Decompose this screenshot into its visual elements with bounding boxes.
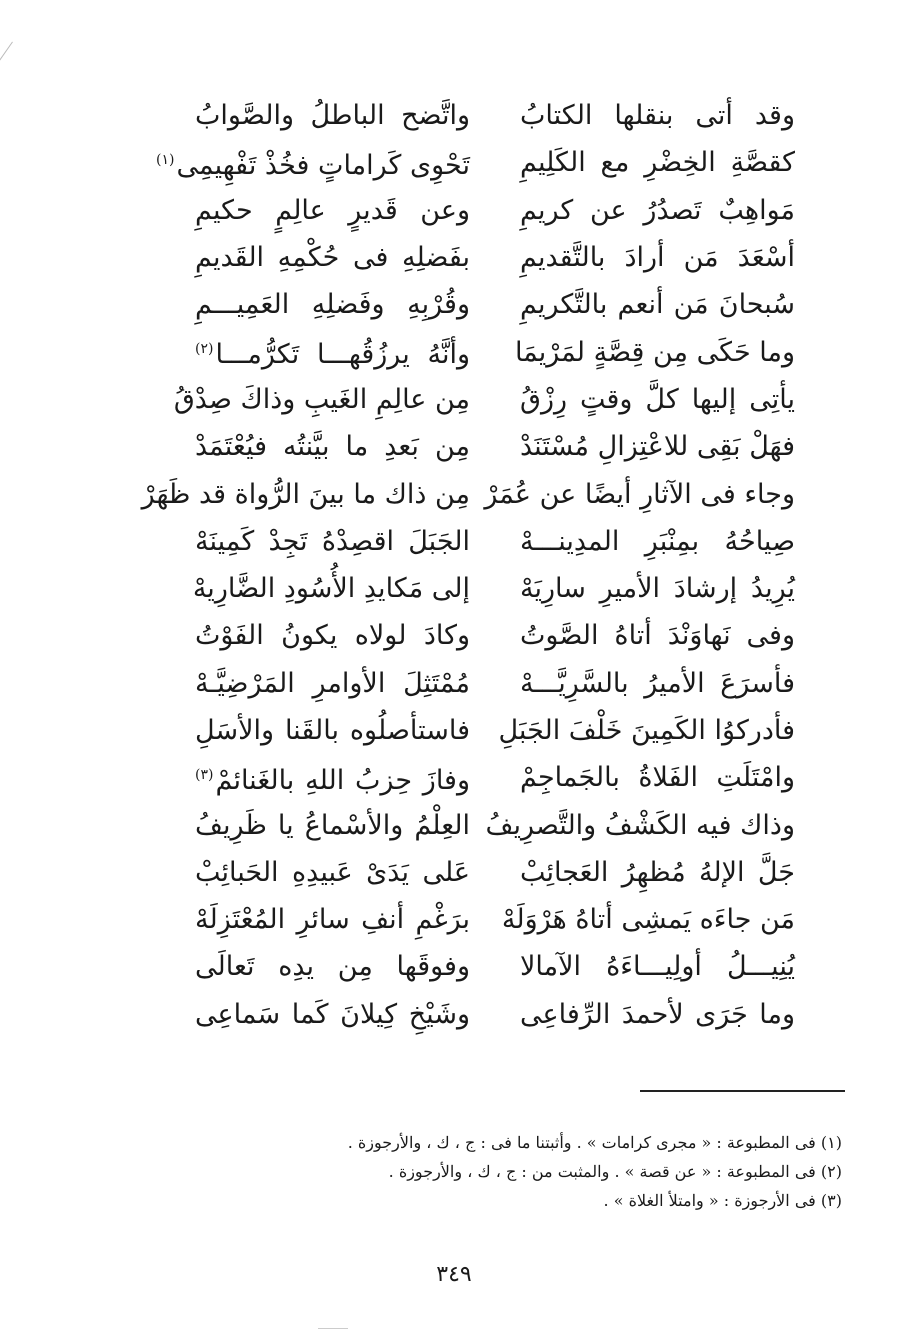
second-hemistich [195,187,470,234]
footnote-reference: (٢) [195,341,214,358]
second-hemistich [195,612,470,659]
footnote: (١) فى المطبوعة : « مجرى كرامات » . وأثبتنا ما فى : ج ، ك ، والأرجوزة . [347,1133,842,1152]
second-hemistich [195,752,470,804]
second-hemistich-text: وأنَّهُ يرزُقُهـــا تَكرُّمـــا [215,339,470,371]
page-number: ٣٤٩ [436,1262,472,1287]
first-hemistich: فأسرَعَ الأميرُ بالسَّرِيَّـــهْ [520,667,795,699]
second-hemistich-text: وقُرْبِهِ وفَضلِهِ العَمِيـــمِ [195,289,470,321]
second-hemistich-text: عَلى يَدَىْ عَبيدِهِ الحَبائِبْ [195,856,470,888]
verse-line [192,565,795,612]
second-hemistich [195,660,470,707]
footnote-reference: (٣) [195,766,214,783]
second-hemistich [156,137,470,189]
second-hemistich-text: مِن ذاك ما بينَ الرُّواة قد ظَهَرْ [141,478,470,510]
second-hemistich [195,849,470,896]
second-hemistich [195,896,470,943]
verse-line [195,518,795,565]
verse-line [195,612,795,659]
second-hemistich-text: وفوقَها مِن يدِه تَعالَى [195,951,470,983]
second-hemistich-text: وشَيْخِ كِيلانَ كَما سَماعِى [195,998,470,1030]
second-hemistich [195,326,470,378]
second-hemistich [195,802,470,849]
edge-mark [0,42,18,79]
verse-line [195,707,795,754]
verse-line [195,896,795,943]
first-hemistich: وما جَرَى لأحمدَ الرِّفاعِى [520,998,795,1030]
first-hemistich: صِياحُهُ بمِنْبَرِ المدِينـــهْ [520,525,795,557]
second-hemistich-text: مِن بَعدِ ما بيَّنتُه فيُعْتَمَدْ [195,431,470,463]
verse-line [195,92,795,139]
second-hemistich-text: برَغْمِ أنفِ سائرِ المُعْتَزِلَهْ [195,904,470,936]
first-hemistich: مَن جاءَه يَمشِى أتاهُ هَرْوَلَهْ [501,904,795,936]
bottom-mark [318,1328,348,1329]
first-hemistich: وجاء فى الآثارِ أيضًا عن عُمَرْ [484,478,795,510]
second-hemistich [195,943,470,990]
second-hemistich [141,471,470,518]
second-hemistich [195,92,470,139]
first-hemistich: وقد أتى بنقلها الكتابُ [520,100,795,132]
footnote-reference: (١) [156,151,175,168]
first-hemistich: وفى نَهاوَنْدَ أتاهُ الصَّوتُ [520,620,795,652]
second-hemistich-text: العِلْمُ والأسْماعُ يا ظَرِيفُ [195,809,470,841]
verse-line [195,234,795,281]
first-hemistich: وما حَكَى مِن قِصَّةٍ لمَرْيمَا [514,336,795,368]
first-hemistich: جَلَّ الإلهُ مُظهِرُ العَجائِبْ [520,856,795,888]
second-hemistich-text: مِن عالِمِ الغَيبِ وذاكَ صِدْقُ [173,383,470,415]
verse-line [195,660,795,707]
verse-line [195,801,795,848]
second-hemistich [195,991,470,1038]
first-hemistich: سُبحانَ مَن أنعم بالتَّكريمِ [520,289,795,321]
second-hemistich [173,376,470,423]
verse-line [156,139,795,186]
second-hemistich-text: إلى مَكايدِ الأُسُودِ الضَّارِيهْ [192,573,470,605]
footnotes [282,1128,842,1215]
second-hemistich-text: فاستأصلُوه بالقَنا والأسَلِ [195,715,470,746]
second-hemistich-text: تَحْوِى كَراماتٍ فخُذْ تَفْهِيمِى [176,149,470,181]
first-hemistich: أسْعَدَ مَن أرادَ بالتَّقديمِ [520,242,795,274]
second-hemistich-text: الجَبَلَ اقصِدْهُ تَجِدْ كَمِينَهْ [195,525,470,557]
verse-line [195,281,795,328]
second-hemistich-text: وكادَ لولاه يكونُ الفَوْتُ [195,620,470,652]
verse-line [195,849,795,896]
verse-line [195,754,795,801]
second-hemistich-text: بفَضلِهِ فى حُكْمِهِ القَديمِ [195,242,470,274]
second-hemistich [195,234,470,281]
first-hemistich: كقصَّةِ الخِضْرِ مع الكَلِيمِ [520,147,795,179]
second-hemistich-text: وعن قَديرٍ عالِمٍ حكيمِ [195,194,470,226]
verse-line [195,328,795,375]
verse-line [195,943,795,990]
verse-line [195,423,795,470]
second-hemistich [195,423,470,470]
second-hemistich [195,707,470,754]
footnote: (٣) فى الأرجوزة : « وامتلأ الغلاة » . [603,1191,842,1210]
first-hemistich: فأدركوُا الكَمِينَ خَلْفَ الجَبَلِ [498,715,795,746]
second-hemistich [195,281,470,328]
second-hemistich-text: واتَّضح الباطلُ والصَّوابُ [195,100,470,132]
second-hemistich [195,518,470,565]
first-hemistich: وذاك فيه الكَشْفُ والتَّصرِيفُ [485,809,795,841]
verse-line [195,187,795,234]
first-hemistich: يُرِيدُ إرشادَ الأميرِ سارِيَهْ [520,573,795,605]
second-hemistich-text: مُمْتَثِلَ الأوامرِ المَرْضِيَّـهْ [195,667,470,699]
verse-line [173,376,795,423]
footnote-rule [640,1090,845,1092]
verse-line [195,991,795,1038]
second-hemistich [192,565,470,612]
footnote: (٢) فى المطبوعة : « عن قصة » . والمثبت من : ج ، ك ، والأرجوزة . [388,1162,842,1181]
first-hemistich: يُنِيـــلُ أولِيـــاءَهُ الآمالا [520,951,795,983]
first-hemistich: وامْتَلَتِ الفَلاةُ بالجَماجِمْ [520,762,795,794]
first-hemistich: يأتِى إليها كلَّ وقتٍ رِزْقُ [520,383,795,415]
first-hemistich: مَواهِبٌ تَصدُرُ عن كريمِ [520,194,795,226]
poem [141,92,795,1038]
second-hemistich-text: وفازَ حِزبُ اللهِ بالغَنائمْ [215,764,470,796]
verse-line [141,470,795,517]
first-hemistich: فهَلْ بَقِى للاعْتِزالِ مُسْتَنَدْ [520,431,795,463]
